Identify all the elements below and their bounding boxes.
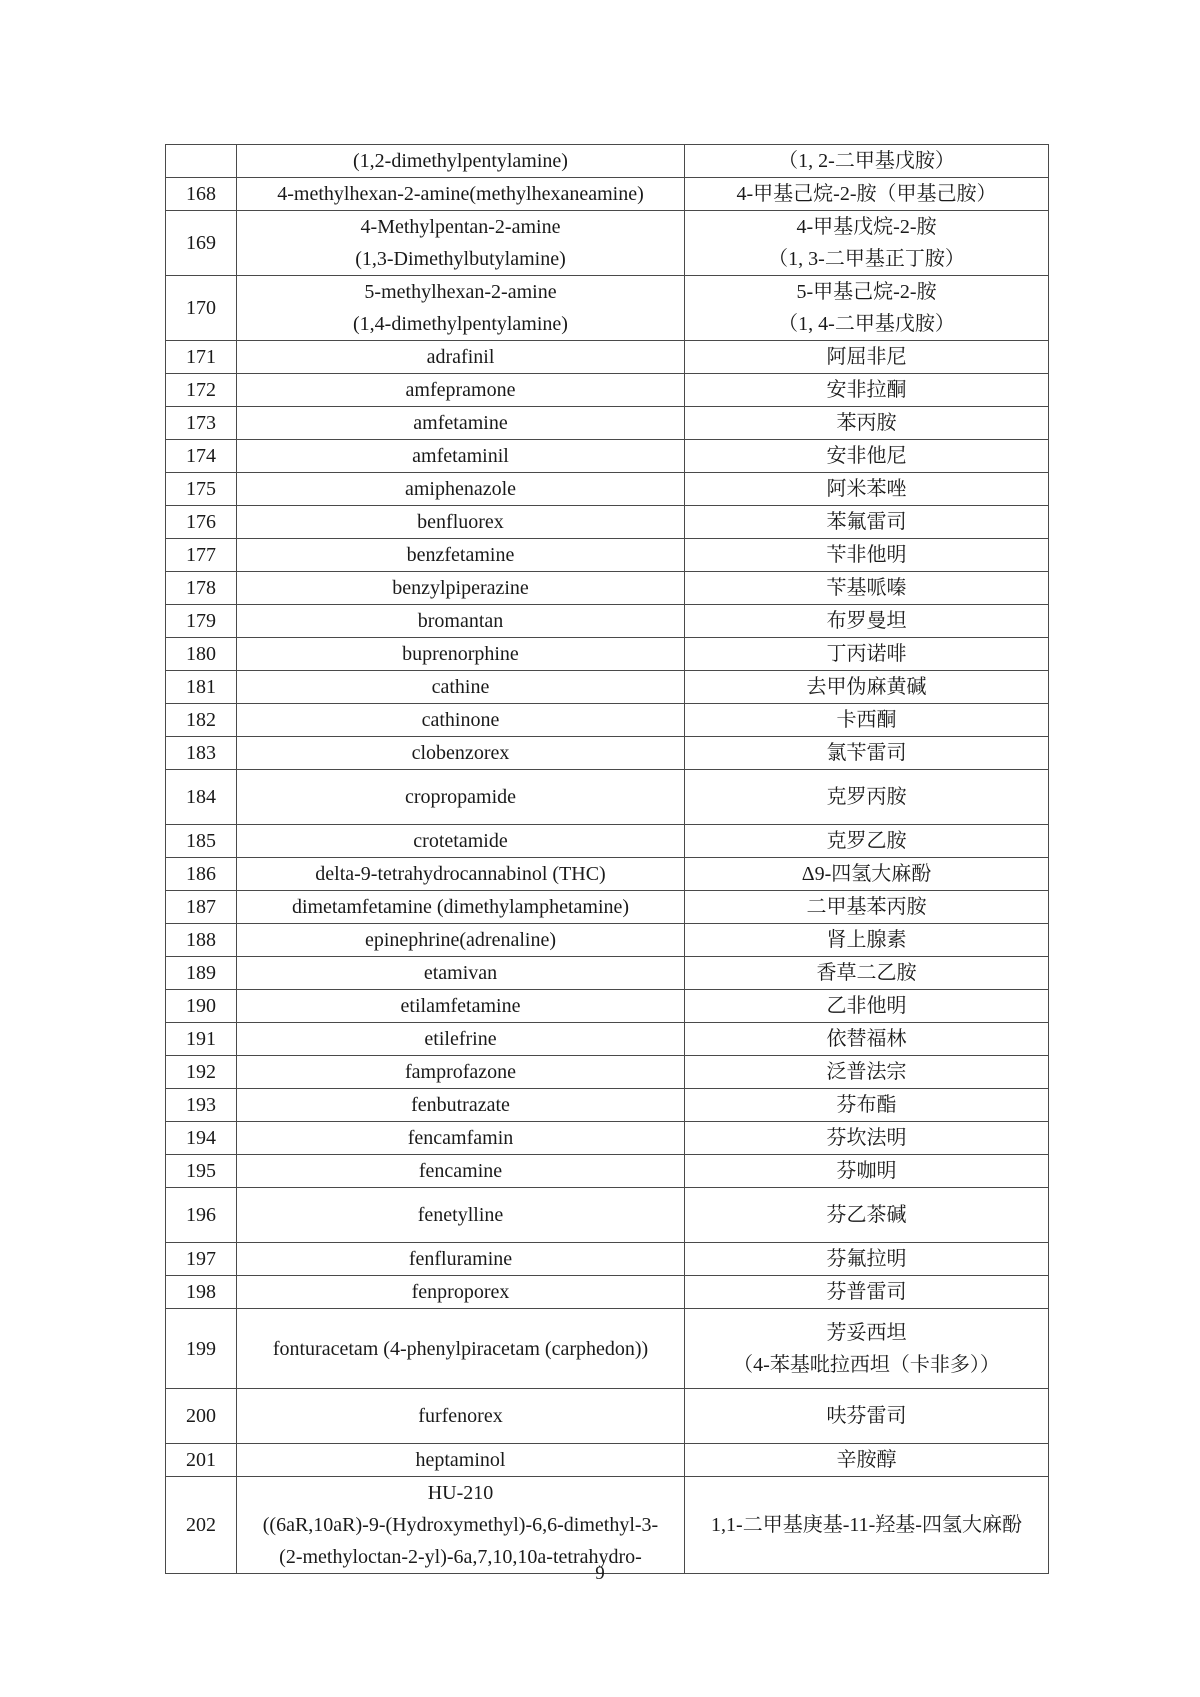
- row-number: 169: [166, 211, 237, 276]
- english-name-line: (1,2-dimethylpentylamine): [353, 150, 568, 172]
- table-row: [166, 1188, 1049, 1243]
- chinese-name-line: 肾上腺素: [826, 929, 907, 951]
- english-name-line: amfetamine: [413, 412, 508, 434]
- row-number: 181: [166, 671, 237, 704]
- chinese-name-line: （1, 2-二甲基戊胺）: [778, 150, 955, 172]
- english-name-line: amiphenazole: [404, 478, 517, 500]
- table-row: [166, 990, 1049, 1023]
- english-name-line: etamivan: [423, 962, 498, 984]
- chinese-name: [685, 671, 1049, 704]
- chinese-name-line: 苄非他明: [826, 544, 907, 566]
- english-name-line: 4-Methylpentan-2-amine: [360, 216, 561, 238]
- english-name: [237, 473, 685, 506]
- english-name: [237, 506, 685, 539]
- row-number: 198: [166, 1276, 237, 1309]
- table-body: [166, 145, 1049, 1574]
- chinese-name-line: 辛胺醇: [836, 1449, 897, 1471]
- english-name-line: epinephrine(adrenaline): [364, 929, 556, 951]
- chinese-name: [685, 1089, 1049, 1122]
- chinese-name-line: （1, 4-二甲基戊胺）: [778, 313, 955, 335]
- row-number: 187: [166, 891, 237, 924]
- chinese-name: [685, 1023, 1049, 1056]
- chinese-name: [685, 1188, 1049, 1243]
- english-name-line: 5-methylhexan-2-amine: [364, 281, 557, 303]
- substance-table: [165, 144, 1049, 1574]
- row-number: 174: [166, 440, 237, 473]
- english-name: [237, 572, 685, 605]
- chinese-name: [685, 605, 1049, 638]
- row-number: 177: [166, 539, 237, 572]
- table-row: [166, 1122, 1049, 1155]
- english-name-line: amfepramone: [405, 379, 516, 401]
- table-row: [166, 276, 1049, 341]
- chinese-name: [685, 1276, 1049, 1309]
- english-name: [237, 1023, 685, 1056]
- chinese-name: [685, 858, 1049, 891]
- table-row: [166, 211, 1049, 276]
- table-row: [166, 858, 1049, 891]
- chinese-name: [685, 1444, 1049, 1477]
- chinese-name-line: 苯丙胺: [836, 412, 897, 434]
- english-name-line: dimetamfetamine (dimethylamphetamine): [291, 896, 630, 918]
- row-number: 189: [166, 957, 237, 990]
- chinese-name-line: 去甲伪麻黄碱: [806, 676, 927, 698]
- english-name-line: heptaminol: [415, 1449, 506, 1471]
- chinese-name: [685, 1056, 1049, 1089]
- chinese-name: [685, 276, 1049, 341]
- english-name-line: fonturacetam (4-phenylpiracetam (carphedon)): [272, 1337, 649, 1360]
- chinese-name: [685, 990, 1049, 1023]
- table-row: [166, 145, 1049, 178]
- row-number: 176: [166, 506, 237, 539]
- english-name-line: cathine: [431, 676, 490, 698]
- table-row: [166, 407, 1049, 440]
- english-name-line: fenbutrazate: [411, 1094, 510, 1116]
- row-number: 183: [166, 737, 237, 770]
- chinese-name-line: 芬普雷司: [826, 1281, 907, 1303]
- table-row: [166, 825, 1049, 858]
- chinese-name: [685, 440, 1049, 473]
- english-name: [237, 1155, 685, 1188]
- chinese-name-line: 安非他尼: [826, 445, 907, 467]
- chinese-name-line: 克罗丙胺: [826, 786, 907, 808]
- english-name: [237, 211, 685, 276]
- table-row: [166, 605, 1049, 638]
- row-number: 178: [166, 572, 237, 605]
- english-name-line: etilefrine: [424, 1028, 497, 1050]
- english-name-line: clobenzorex: [411, 742, 510, 764]
- english-name-line: fencamfamin: [407, 1127, 514, 1149]
- chinese-name-line: 克罗乙胺: [826, 830, 907, 852]
- chinese-name: [685, 1155, 1049, 1188]
- english-name: [237, 1389, 685, 1444]
- chinese-name: [685, 506, 1049, 539]
- table-row: [166, 341, 1049, 374]
- english-name: [237, 770, 685, 825]
- chinese-name-line: （1, 3-二甲基正丁胺）: [768, 248, 965, 270]
- chinese-name-line: 乙非他明: [826, 995, 907, 1017]
- table-row: [166, 1023, 1049, 1056]
- page-number: 9: [595, 1563, 605, 1584]
- english-name: [237, 825, 685, 858]
- table-row: [166, 440, 1049, 473]
- chinese-name-line: 芬坎法明: [826, 1127, 907, 1149]
- table-row: [166, 770, 1049, 825]
- english-name: [237, 1056, 685, 1089]
- english-name: [237, 704, 685, 737]
- row-number: 188: [166, 924, 237, 957]
- english-name-line: furfenorex: [418, 1405, 503, 1427]
- chinese-name: [685, 1243, 1049, 1276]
- table-row: [166, 1243, 1049, 1276]
- chinese-name-line: 芬乙茶碱: [826, 1204, 907, 1226]
- chinese-name: [685, 825, 1049, 858]
- chinese-name-line: 苯氟雷司: [826, 511, 907, 533]
- chinese-name-line: 4-甲基戊烷-2-胺: [796, 216, 937, 238]
- row-number: 173: [166, 407, 237, 440]
- row-number: 199: [166, 1309, 237, 1389]
- english-name: [237, 924, 685, 957]
- english-name-line: fenproporex: [411, 1281, 510, 1303]
- english-name-line: delta-9-tetrahydrocannabinol (THC): [315, 863, 606, 885]
- chinese-name: [685, 341, 1049, 374]
- chinese-name-line: 氯苄雷司: [826, 742, 907, 764]
- english-name: [237, 1243, 685, 1276]
- english-name-line: (1,3-Dimethylbutylamine): [355, 248, 566, 270]
- english-name-line: adrafinil: [426, 346, 495, 368]
- row-number: 197: [166, 1243, 237, 1276]
- english-name-line: bromantan: [417, 610, 504, 632]
- english-name-line: cropropamide: [404, 786, 517, 808]
- table-row: [166, 1089, 1049, 1122]
- english-name: [237, 374, 685, 407]
- table-row: [166, 473, 1049, 506]
- english-name-line: 4-methylhexan-2-amine(methylhexaneamine): [277, 183, 644, 205]
- table-row: [166, 671, 1049, 704]
- row-number: 192: [166, 1056, 237, 1089]
- table-row: [166, 506, 1049, 539]
- chinese-name: [685, 891, 1049, 924]
- row-number: 191: [166, 1023, 237, 1056]
- row-number: 172: [166, 374, 237, 407]
- row-number: [166, 145, 237, 178]
- chinese-name: [685, 1309, 1049, 1389]
- english-name: [237, 957, 685, 990]
- chinese-name-line: 泛普法宗: [826, 1061, 907, 1083]
- english-name: [237, 737, 685, 770]
- english-name: [237, 1122, 685, 1155]
- chinese-name: [685, 407, 1049, 440]
- english-name-line: benzfetamine: [406, 544, 515, 566]
- english-name: [237, 145, 685, 178]
- row-number: 195: [166, 1155, 237, 1188]
- chinese-name-line: Δ9-四氢大麻酚: [801, 863, 932, 885]
- english-name: [237, 858, 685, 891]
- english-name: [237, 891, 685, 924]
- chinese-name: [685, 178, 1049, 211]
- row-number: 194: [166, 1122, 237, 1155]
- chinese-name-line: 布罗曼坦: [826, 610, 907, 632]
- row-number: 168: [166, 178, 237, 211]
- english-name: [237, 1477, 685, 1574]
- english-name-line: etilamfetamine: [400, 995, 521, 1017]
- chinese-name: [685, 211, 1049, 276]
- english-name: [237, 990, 685, 1023]
- english-name: [237, 1309, 685, 1389]
- english-name-line: crotetamide: [413, 830, 508, 852]
- english-name: [237, 341, 685, 374]
- chinese-name: [685, 924, 1049, 957]
- chinese-name-line: 阿米苯唑: [826, 478, 907, 500]
- chinese-name-line: 芬氟拉明: [826, 1248, 907, 1270]
- english-name: [237, 1089, 685, 1122]
- table-row: [166, 704, 1049, 737]
- table-row: [166, 924, 1049, 957]
- english-name-line: fenfluramine: [408, 1248, 513, 1270]
- english-name: [237, 276, 685, 341]
- english-name-line: (1,4-dimethylpentylamine): [353, 313, 568, 335]
- row-number: 193: [166, 1089, 237, 1122]
- chinese-name: [685, 957, 1049, 990]
- table-row: [166, 1276, 1049, 1309]
- row-number: 201: [166, 1444, 237, 1477]
- table-row: [166, 1444, 1049, 1477]
- chinese-name: [685, 145, 1049, 178]
- chinese-name-line: 呋芬雷司: [826, 1405, 907, 1427]
- english-name-line: ((6aR,10aR)-9-(Hydroxymethyl)-6,6-dimethyl-3-: [262, 1514, 659, 1536]
- table-row: [166, 1309, 1049, 1389]
- english-name: [237, 178, 685, 211]
- row-number: 175: [166, 473, 237, 506]
- table-row: [166, 539, 1049, 572]
- chinese-name-line: 阿屈非尼: [826, 346, 907, 368]
- english-name: [237, 1276, 685, 1309]
- chinese-name-line: 5-甲基己烷-2-胺: [796, 281, 937, 303]
- chinese-name-line: （4-苯基吡拉西坦（卡非多））: [733, 1353, 1000, 1376]
- row-number: 196: [166, 1188, 237, 1243]
- english-name: [237, 605, 685, 638]
- chinese-name: [685, 539, 1049, 572]
- table-row: [166, 374, 1049, 407]
- english-name-line: famprofazone: [404, 1061, 517, 1083]
- row-number: 202: [166, 1477, 237, 1574]
- english-name: [237, 638, 685, 671]
- english-name: [237, 1188, 685, 1243]
- english-name-line: HU-210: [427, 1482, 494, 1504]
- chinese-name-line: 4-甲基己烷-2-胺（甲基己胺）: [736, 183, 997, 205]
- english-name-line: amfetaminil: [412, 445, 509, 467]
- chinese-name: [685, 572, 1049, 605]
- chinese-name-line: 丁丙诺啡: [826, 643, 907, 665]
- row-number: 190: [166, 990, 237, 1023]
- chinese-name-line: 二甲基苯丙胺: [806, 896, 927, 918]
- chinese-name: [685, 770, 1049, 825]
- row-number: 180: [166, 638, 237, 671]
- table-row: [166, 178, 1049, 211]
- chinese-name-line: 香草二乙胺: [816, 962, 917, 984]
- row-number: 182: [166, 704, 237, 737]
- english-name-line: fencamine: [418, 1160, 503, 1182]
- chinese-name-line: 卡西酮: [836, 709, 897, 731]
- english-name: [237, 407, 685, 440]
- chinese-name-line: 1,1-二甲基庚基-11-羟基-四氢大麻酚: [711, 1514, 1022, 1536]
- english-name: [237, 539, 685, 572]
- row-number: 170: [166, 276, 237, 341]
- row-number: 179: [166, 605, 237, 638]
- row-number: 185: [166, 825, 237, 858]
- chinese-name: [685, 1122, 1049, 1155]
- row-number: 184: [166, 770, 237, 825]
- chinese-name: [685, 737, 1049, 770]
- table-row: [166, 572, 1049, 605]
- table-row: [166, 737, 1049, 770]
- table-row: [166, 1477, 1049, 1574]
- chinese-name-line: 安非拉酮: [826, 379, 907, 401]
- row-number: 200: [166, 1389, 237, 1444]
- english-name-line: benzylpiperazine: [392, 577, 529, 599]
- english-name-line: buprenorphine: [402, 643, 519, 665]
- table-row: [166, 957, 1049, 990]
- english-name: [237, 440, 685, 473]
- chinese-name-line: 芳妥西坦: [826, 1321, 907, 1344]
- table-row: [166, 1056, 1049, 1089]
- english-name-line: benfluorex: [417, 511, 504, 533]
- chinese-name: [685, 704, 1049, 737]
- table-row: [166, 891, 1049, 924]
- chinese-name: [685, 473, 1049, 506]
- english-name-line: (2-methyloctan-2-yl)-6a,7,10,10a-tetrahydro-: [279, 1546, 642, 1568]
- chinese-name: [685, 638, 1049, 671]
- chinese-name: [685, 374, 1049, 407]
- english-name: [237, 671, 685, 704]
- table-row: [166, 638, 1049, 671]
- chinese-name-line: 芬布酯: [836, 1094, 897, 1116]
- english-name: [237, 1444, 685, 1477]
- row-number: 186: [166, 858, 237, 891]
- chinese-name: [685, 1477, 1049, 1574]
- chinese-name: [685, 1389, 1049, 1444]
- row-number: 171: [166, 341, 237, 374]
- table-row: [166, 1155, 1049, 1188]
- english-name-line: fenetylline: [417, 1204, 504, 1226]
- chinese-name-line: 芬咖明: [836, 1160, 897, 1182]
- english-name-line: cathinone: [421, 709, 500, 731]
- table-row: [166, 1389, 1049, 1444]
- chinese-name-line: 苄基哌嗪: [826, 577, 907, 599]
- chinese-name-line: 依替福林: [826, 1028, 907, 1050]
